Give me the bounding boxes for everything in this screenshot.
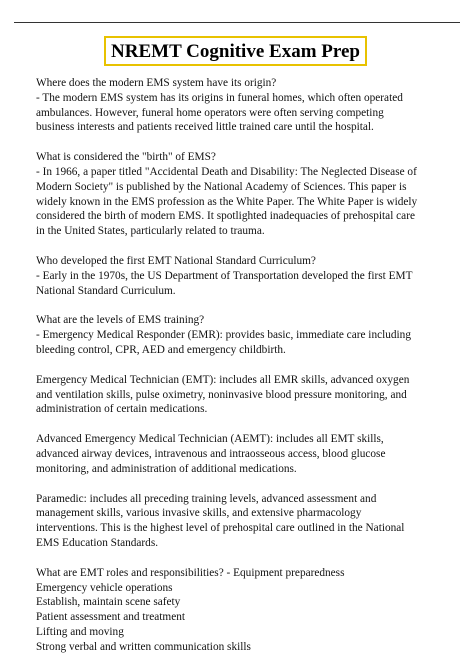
text-line: What are the levels of EMS training? [36,314,205,327]
text-line: management skills, various invasive skills, and extensive pharmacology [36,507,362,520]
level-emt [36,373,441,417]
text-line: Advanced Emergency Medical Technician (AEMT): includes all EMT skills, [36,433,384,446]
text-line: - In 1966, a paper titled "Accidental Death and Disability: The Neglected Disease of [36,165,417,178]
page-title: NREMT Cognitive Exam Prep [111,40,360,62]
qa-levels [36,313,441,357]
text-line: Paramedic: includes all preceding training levels, advanced assessment and [36,492,377,505]
text-line: interventions. This is the highest level of prehospital care outlined in the National [36,522,405,535]
qa-birth [36,150,441,239]
qa-origin [36,76,441,135]
level-paramedic [36,492,441,551]
text-line: EMS Education Standards. [36,536,159,549]
text-line: Where does the modern EMS system have its origin? [36,77,277,89]
text-line: advanced airway devices, intravenous and intraosseous access, blood glucose [36,447,386,460]
list-item: Patient assessment and treatment [36,611,186,624]
text-line: - Early in the 1970s, the US Department of Transportation developed the first EMT [36,269,413,282]
text-line: Emergency Medical Technician (EMT): includes all EMR skills, advanced oxygen [36,373,410,386]
list-item: Establish, maintain scene safety [36,596,181,609]
top-rule [14,22,460,23]
text-line: monitoring, and administration of additional medications. [36,462,297,475]
text-line: bleeding control, CPR, AED and emergency childbirth. [36,343,286,356]
text-line: Modern Society" is published by the National Academy of Sciences. This paper is [36,180,407,193]
list-item: Lifting and moving [36,625,124,638]
text-line: What are EMT roles and responsibilities? - Equipment preparedness [36,566,345,579]
text-line: - Emergency Medical Responder (EMR): provides basic, immediate care including [36,329,411,342]
list-item: Strong verbal and written communication skills [36,640,251,653]
text-line: - The modern EMS system has its origins in funeral homes, which often operated [36,91,403,104]
text-line: and ventilation skills, pulse oximetry, noninvasive blood pressure monitoring, and [36,388,407,401]
text-line: business interests and patients received little trained care until the hospital. [36,121,374,134]
qa-roles [36,566,441,655]
text-line: What is considered the "birth" of EMS? [36,151,216,164]
text-line: National Standard Curriculum. [36,284,176,297]
qa-curriculum [36,254,441,298]
text-line: widely known in the EMS profession as the White Paper. The White Paper is widely [36,195,418,208]
text-line: administration of certain medications. [36,403,208,416]
text-line: considered the birth of modern EMS. It spotlighted inadequacies of prehospital care [36,210,415,223]
text-line: Who developed the first EMT National Standard Curriculum? [36,254,316,267]
list-item: Emergency vehicle operations [36,581,173,594]
text-line: ambulances. However, funeral home operators were often serving competing [36,106,384,119]
level-aemt [36,432,441,476]
document-body [36,76,441,655]
title-box [104,36,367,66]
text-line: in the United States, particularly related to trauma. [36,225,265,238]
